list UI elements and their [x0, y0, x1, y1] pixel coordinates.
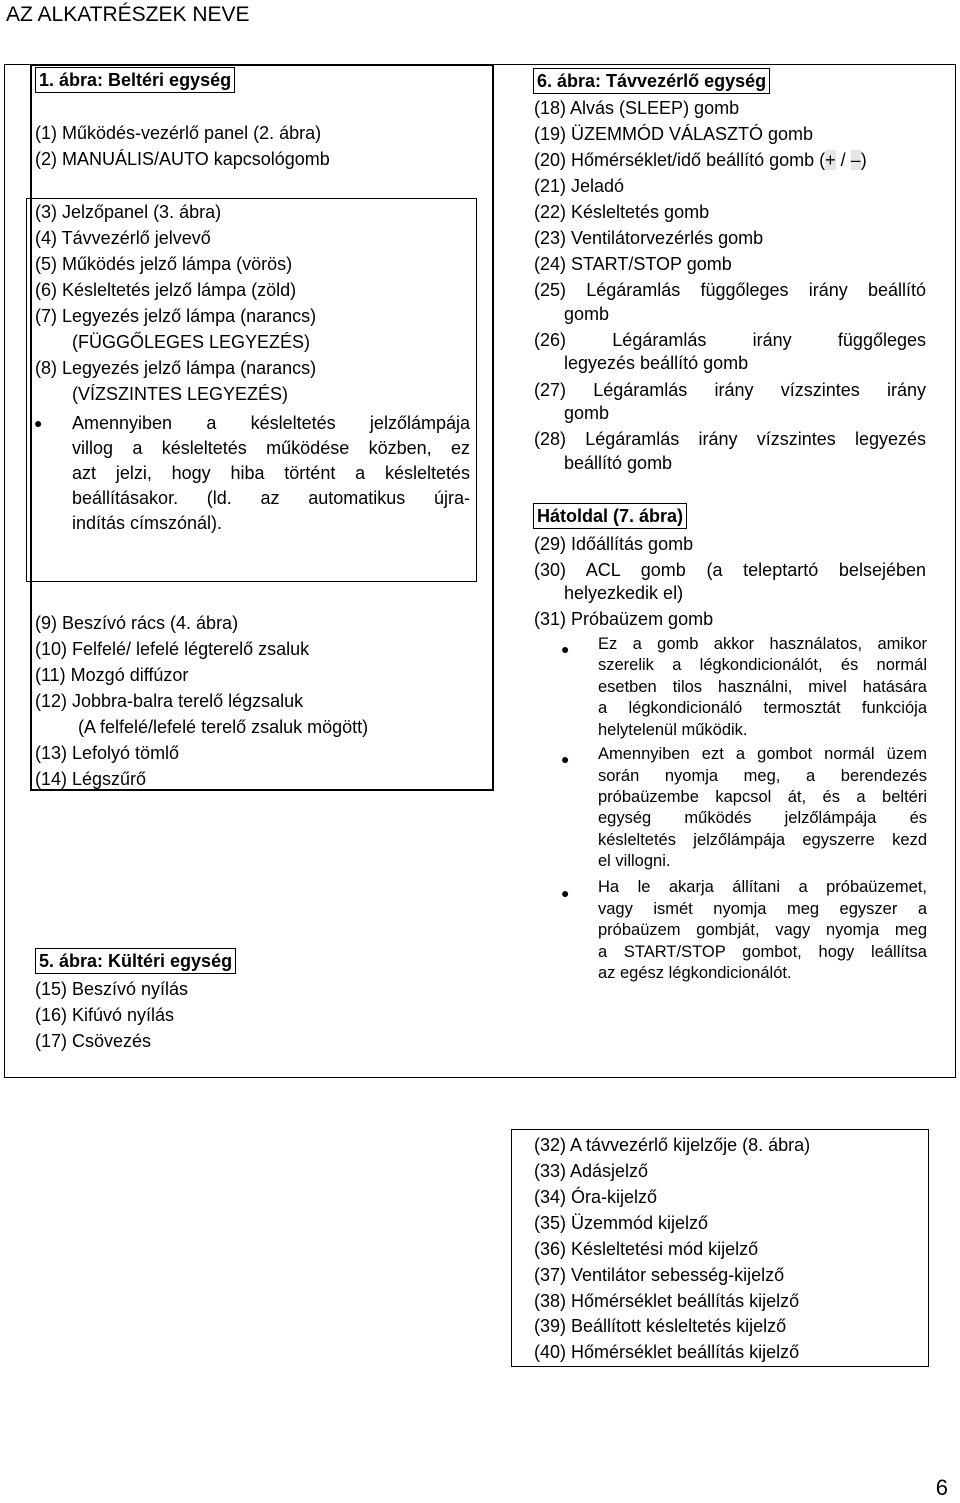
- bullet-icon: ●: [561, 885, 570, 901]
- remote-item: (28) Légáramlás irány vízszintes legyezés: [534, 429, 926, 449]
- remote-item-20-text: (20) Hőmérséklet/idő beállító gomb (: [534, 150, 826, 170]
- remote-item: (19) ÜZEMMÓD VÁLASZTÓ gomb: [534, 124, 814, 144]
- display-item: (32) A távvezérlő kijelzője (8. ábra): [534, 1135, 811, 1155]
- bullet-line: Amennyiben ezt a gombot normál üzem: [598, 745, 927, 763]
- display-item: (36) Késleltetési mód kijelző: [534, 1239, 759, 1259]
- back-item: helyezkedik el): [564, 583, 684, 603]
- display-item: (33) Adásjelző: [534, 1161, 649, 1181]
- remote-item: (26) Légáramlás irány függőleges: [534, 330, 926, 350]
- remote-item: (22) Késleltetés gomb: [534, 202, 710, 222]
- indoor-item: (12) Jobbra-balra terelő légzsaluk: [35, 691, 304, 711]
- panel-item: (4) Távvezérlő jelvevő: [35, 228, 211, 248]
- back-item: (29) Időállítás gomb: [534, 534, 694, 554]
- back-item: (31) Próbaüzem gomb: [534, 609, 714, 629]
- bullet-line: esetben tilos használni, mivel hatására: [598, 678, 927, 696]
- note-line: beállításakor. (ld. az automatikus újra-: [72, 488, 470, 508]
- display-item: (37) Ventilátor sebesség-kijelző: [534, 1265, 785, 1285]
- bullet-icon: ●: [561, 751, 570, 767]
- remote-item: (18) Alvás (SLEEP) gomb: [534, 98, 740, 118]
- display-item: (34) Óra-kijelző: [534, 1187, 658, 1207]
- indoor-item: (10) Felfelé/ lefelé légterelő zsaluk: [35, 639, 310, 659]
- bullet-line: vagy ismét nyomja meg egyszer a: [598, 900, 927, 918]
- bullet-line: késleltetés jelzőlámpája egyszerre kezd: [598, 831, 927, 849]
- remote-item: (23) Ventilátorvezérlés gomb: [534, 228, 764, 248]
- remote-title: 6. ábra: Távvezérlő egység: [533, 68, 770, 94]
- slash-symbol: /: [835, 150, 851, 170]
- remote-item: gomb: [564, 304, 610, 324]
- note-line: indítás címszónál).: [72, 513, 223, 533]
- panel-item: (FÜGGŐLEGES LEGYEZÉS): [72, 332, 311, 352]
- outdoor-unit-title: 5. ábra: Kültéri egység: [35, 948, 236, 974]
- note-line: Amennyiben a késleltetés jelzőlámpája: [72, 413, 470, 433]
- page-number: 6: [935, 1475, 948, 1500]
- bullet-line: el villogni.: [598, 852, 671, 870]
- indoor-item: (A felfelé/lefelé terelő zsaluk mögött): [78, 717, 369, 737]
- panel-item: (8) Legyezés jelző lámpa (narancs): [35, 358, 317, 378]
- remote-item: (27) Légáramlás irány vízszintes irány: [534, 380, 926, 400]
- bullet-line: a START/STOP gombot, hogy leállítsa: [598, 943, 927, 961]
- panel-item: (VÍZSZINTES LEGYEZÉS): [72, 384, 289, 404]
- note-line: azt jelzi, hogy hiba történt a késleltetés: [72, 463, 470, 483]
- panel-item: (3) Jelzőpanel (3. ábra): [35, 202, 222, 222]
- indoor-item: (2) MANUÁLIS/AUTO kapcsológomb: [35, 149, 330, 169]
- note-line: villog a késleltetés működése közben, ez: [72, 438, 470, 458]
- bullet-line: egység működés jelzőlámpája és: [598, 809, 927, 827]
- minus-symbol: –: [850, 150, 861, 170]
- remote-item: beállító gomb: [564, 453, 673, 473]
- bullet-line: során nyomja meg, a berendezés: [598, 767, 927, 785]
- bullet-line: Ez a gomb akkor használatos, amikor: [598, 635, 927, 653]
- page-header: AZ ALKATRÉSZEK NEVE: [6, 3, 250, 26]
- display-item: (35) Üzemmód kijelző: [534, 1213, 709, 1233]
- bullet-line: helytelenül működik.: [598, 721, 748, 739]
- outdoor-item: (17) Csövezés: [35, 1031, 152, 1051]
- back-item: (30) ACL gomb (a teleptartó belsejében: [534, 560, 926, 580]
- indoor-unit-title: 1. ábra: Beltéri egység: [35, 67, 235, 93]
- indoor-item: (1) Működés-vezérlő panel (2. ábra): [35, 123, 322, 143]
- plus-symbol: +: [825, 150, 836, 170]
- bullet-line: szerelik a légkondicionálót, és normál: [598, 656, 927, 674]
- bullet-icon: ●: [561, 641, 570, 657]
- back-title: Hátoldal (7. ábra): [533, 503, 687, 529]
- bullet-line: Ha le akarja állítani a próbaüzemet,: [598, 878, 927, 896]
- remote-item: (24) START/STOP gomb: [534, 254, 732, 274]
- display-item: (38) Hőmérséklet beállítás kijelző: [534, 1291, 800, 1311]
- remote-item: legyezés beállító gomb: [564, 353, 749, 373]
- outdoor-item: (16) Kifúvó nyílás: [35, 1005, 175, 1025]
- indoor-item: (13) Lefolyó tömlő: [35, 743, 180, 763]
- remote-item: gomb: [564, 403, 610, 423]
- indoor-item: (14) Légszűrő: [35, 769, 147, 789]
- panel-item: (7) Legyezés jelző lámpa (narancs): [35, 306, 317, 326]
- display-item: (40) Hőmérséklet beállítás kijelző: [534, 1342, 800, 1362]
- bullet-line: a légkondicionáló termosztát funkciója: [598, 699, 927, 717]
- remote-item: (25) Légáramlás függőleges irány beállító: [534, 280, 926, 300]
- remote-item: (21) Jeladó: [534, 176, 625, 196]
- outdoor-item: (15) Beszívó nyílás: [35, 979, 189, 999]
- indoor-item: (11) Mozgó diffúzor: [35, 665, 189, 685]
- display-item: (39) Beállított késleltetés kijelző: [534, 1316, 787, 1336]
- bullet-line: próbaüzembe kapcsol át, és a beltéri: [598, 788, 927, 806]
- bullet-line: az egész légkondicionálót.: [598, 964, 792, 982]
- panel-item: (5) Működés jelző lámpa (vörös): [35, 254, 293, 274]
- indoor-item: (9) Beszívó rács (4. ábra): [35, 613, 239, 633]
- remote-item-20: [534, 147, 867, 173]
- bullet-line: próbaüzem gombját, vagy nyomja meg: [598, 921, 927, 939]
- bullet-icon: ●: [34, 415, 43, 431]
- close-paren: ): [860, 150, 867, 170]
- panel-item: (6) Késleltetés jelző lámpa (zöld): [35, 280, 297, 300]
